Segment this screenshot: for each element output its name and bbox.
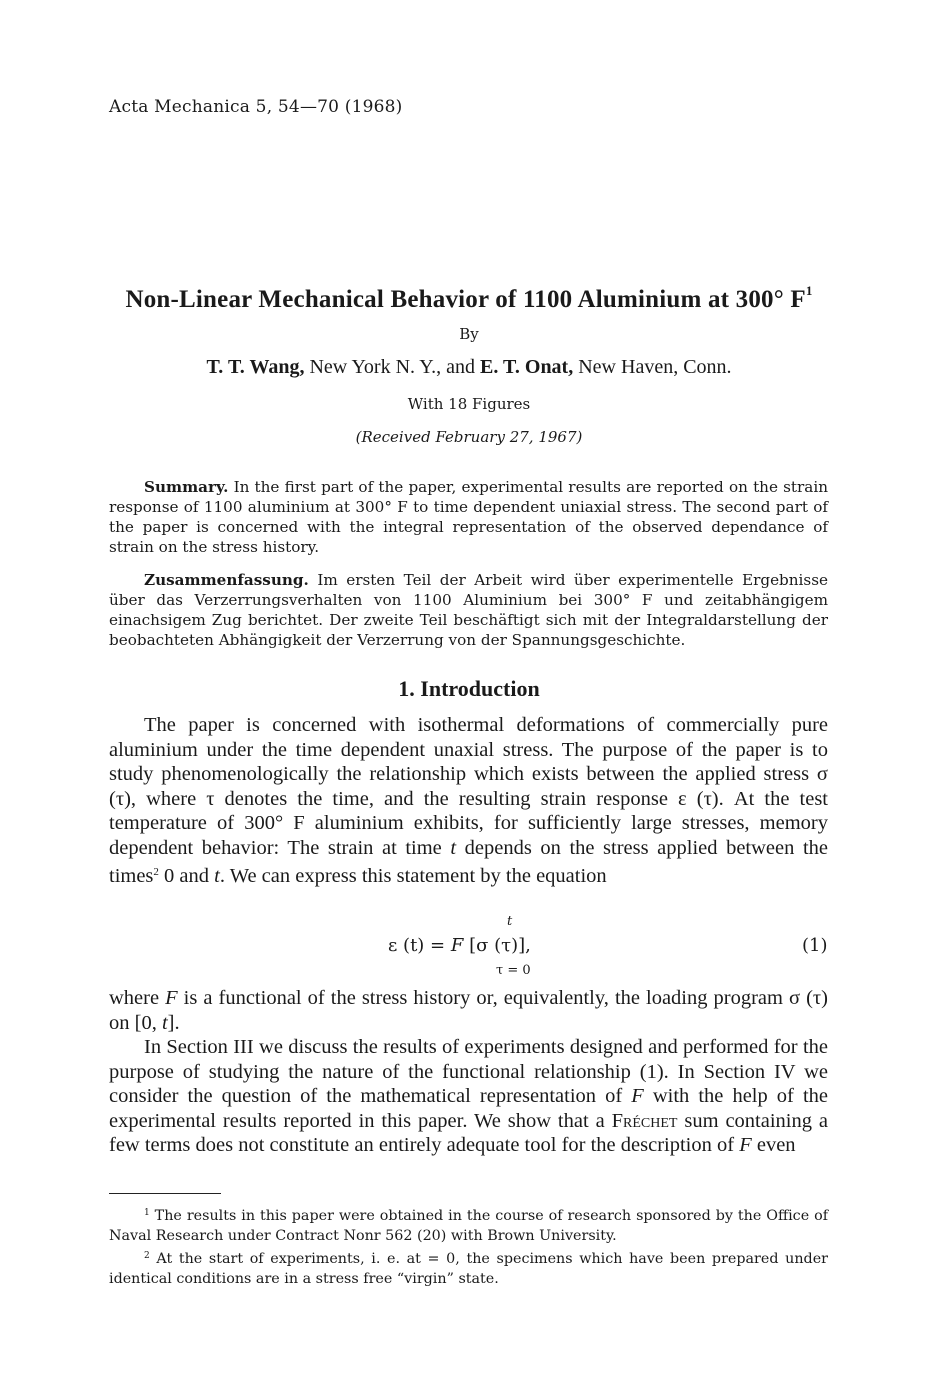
footnote-divider xyxy=(109,1193,221,1194)
article-title xyxy=(0,283,938,314)
p1-text-c: 0 and xyxy=(158,865,215,887)
body-paragraph-2 xyxy=(109,986,828,1035)
p2-text-a: where xyxy=(109,987,166,1009)
zusammenfassung-label: Zusammenfassung. xyxy=(144,571,309,589)
footnote-2-ref: 2 xyxy=(153,866,159,878)
author-1: T. T. Wang, xyxy=(206,356,305,378)
p2-var-t: t xyxy=(161,1011,168,1034)
body-paragraph-1 xyxy=(109,713,828,889)
equation-rhs: [σ (τ)], xyxy=(463,935,531,956)
p1-text-a: The paper is concerned with isothermal deformations of commercially pure aluminium under the time dependent unaxial stress. The purpose of the paper is to study phenomenologically the relationship which exists between the applied stress σ (τ), where τ denotes the time, and the resulting strain response ε (τ). At the test temperature of 300° F aluminium exhibits, for sufficiently large stresses, memory dependent behavior: The strain at time xyxy=(109,714,828,859)
p2-text-b: is a functional of the stress history or, equivalently, the loading program σ (τ) on [0, xyxy=(109,987,828,1034)
p2-text-c: ]. xyxy=(167,1011,180,1034)
affiliation-1: New York N. Y., and xyxy=(304,356,481,378)
p1-var-t: t xyxy=(450,836,457,859)
section-heading: 1. Introduction xyxy=(398,676,540,701)
affiliation-2: New Haven, Conn. xyxy=(573,356,732,378)
p3-var-F2: F xyxy=(739,1134,752,1156)
p3-text-b: with the help of the experimental results reported in this paper. We show that a xyxy=(109,1085,828,1132)
figure-count: With 18 Figures xyxy=(407,395,531,413)
p3-var-F: F xyxy=(631,1085,644,1107)
p1-text-d: . We can express this statement by the equation xyxy=(219,865,607,887)
p1-var-t2: t xyxy=(214,865,220,887)
p3-text-c: sum containing a few terms does not constitute an entirely adequate tool for the description of xyxy=(109,1109,829,1156)
equation-upper-limit: t xyxy=(507,914,513,929)
summary-label: Summary. xyxy=(144,478,229,496)
footnote-1-text: The results in this paper were obtained in the course of research sponsored by the Office of Naval Research under Contract Nonr 562 (20) with Brown University. xyxy=(109,1208,828,1244)
equation-lower-limit: τ = 0 xyxy=(496,963,531,978)
zusammenfassung-abstract xyxy=(109,570,828,650)
equation-1 xyxy=(388,935,531,956)
summary-text: In the first part of the paper, experimental results are reported on the strain response of 1100 aluminium at 300° F to time dependent uniaxial stress. The second part of the paper is concerned with the integral representation of the observed dependance of strain on the stress history. xyxy=(109,478,828,556)
article-title-text: Non-Linear Mechanical Behavior of 1100 Aluminium at 300° F xyxy=(125,286,806,313)
footnote-2 xyxy=(109,1246,828,1289)
p3-text-d: even xyxy=(751,1134,796,1156)
equation-lhs: ε (t) = xyxy=(388,935,451,956)
footnote-2-text: At the start of experiments, i. e. at = 0, the specimens which have been prepared under identical conditions are in a stress free “virgin” state. xyxy=(109,1251,828,1287)
footnote-2-mark: 2 xyxy=(144,1251,150,1261)
footnote-1-mark: 1 xyxy=(144,1208,150,1218)
by-line: By xyxy=(459,325,479,343)
p1-text-b: depends on the stress applied between the times xyxy=(109,836,828,887)
equation-functional: F xyxy=(450,935,464,956)
title-footnote-mark: 1 xyxy=(805,283,813,298)
footnote-1 xyxy=(109,1203,828,1246)
p3-name-frechet: Fréchet xyxy=(611,1109,678,1132)
p2-var-F: F xyxy=(165,987,178,1009)
received-date: (Received February 27, 1967) xyxy=(355,428,583,446)
summary-abstract xyxy=(109,477,828,557)
body-paragraph-3 xyxy=(109,1035,828,1158)
p3-text-a: In Section III we discuss the results of experiments designed and performed for the purpose of studying the nature of the functional relationship (1). In Section IV we consider the question of the mathematical representation of xyxy=(109,1036,828,1107)
equation-number: (1) xyxy=(802,935,828,956)
zusammenfassung-text: Im ersten Teil der Arbeit wird über experimentelle Ergebnisse über das Verzerrungsverhalten von 1100 Aluminium bei 300° F und zeitabhängigem einachsigem Zug berichtet. Der zweite Teil beschäftigt sich mit der Integraldarstellung der beobachteten Abhängigkeit der Verzerrung von der Spannungsgeschichte. xyxy=(109,571,828,649)
journal-citation: Acta Mechanica 5, 54—70 (1968) xyxy=(109,97,403,117)
author-2: E. T. Onat, xyxy=(480,356,574,378)
authors-line xyxy=(0,356,938,379)
